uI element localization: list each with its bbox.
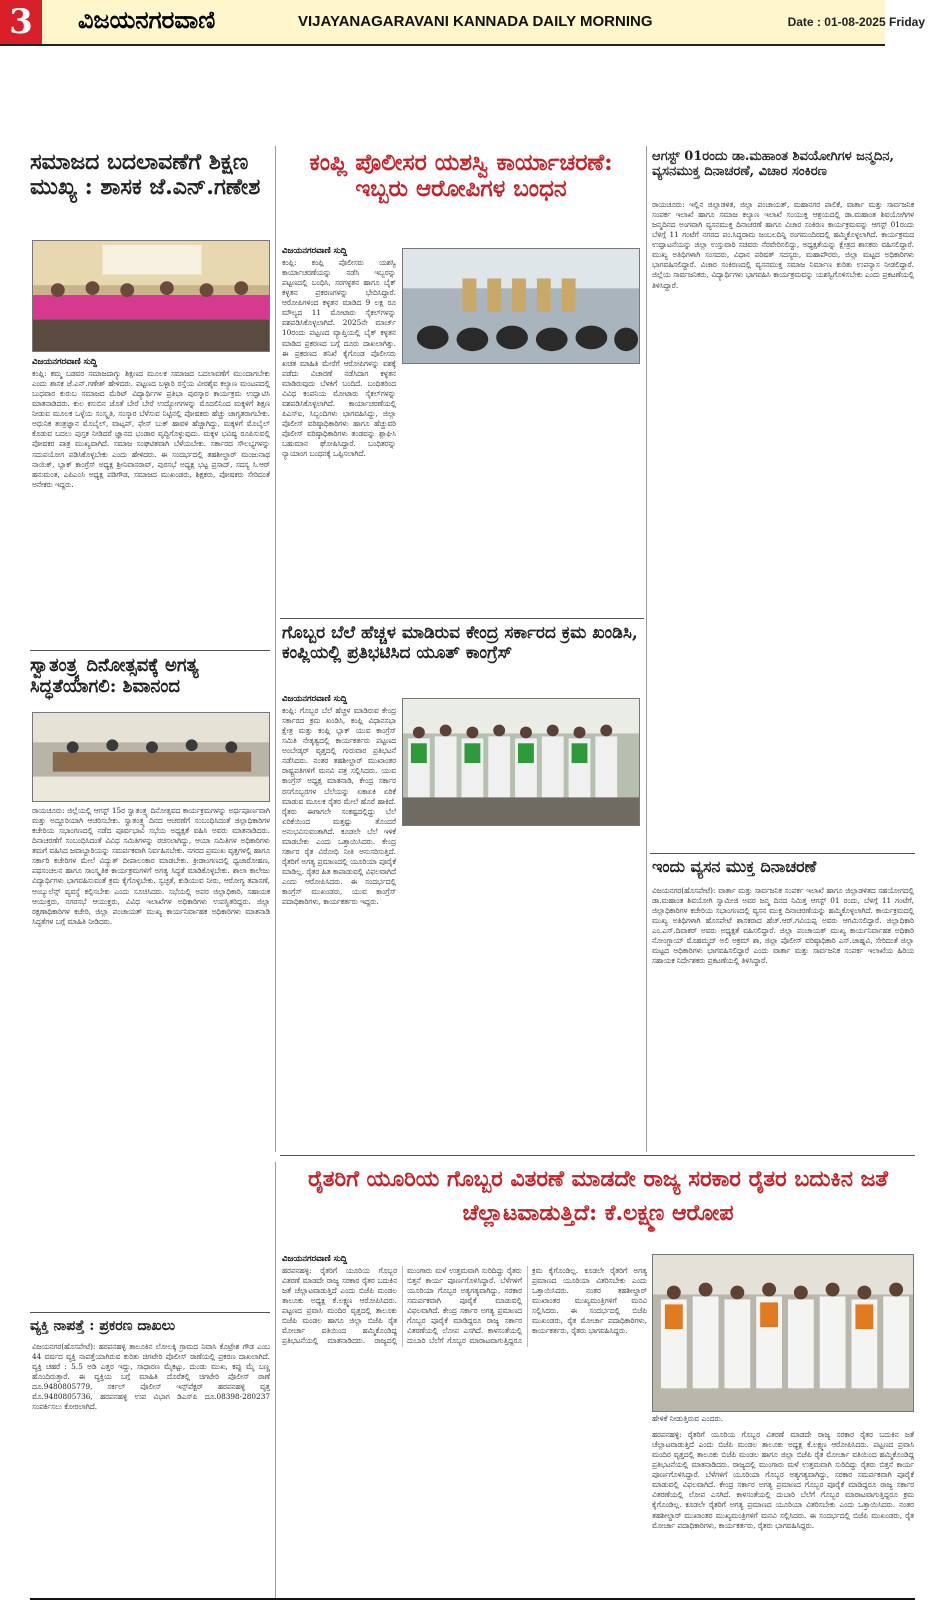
- deaddiction-article: [652, 886, 914, 1150]
- fertilizer-photo: [652, 1254, 914, 1412]
- police-byline: ವಿಜಯನಗರವಾಣಿ ಸುದ್ದಿ: [282, 246, 348, 256]
- birthday-headline-box: [652, 150, 914, 198]
- independence-article: [32, 806, 270, 1306]
- education-headline-box: [30, 150, 270, 242]
- section-rule: [280, 1155, 915, 1156]
- birthday-article: [652, 200, 914, 850]
- youth-congress-body: ಕಂಪ್ಲಿ: ಗೊಬ್ಬರ ಬೆಲೆ ಹೆಚ್ಚಳ ಮಾಡಿರುವ ಕೇಂದ್ರ ಸರ್ಕಾರದ ಕ್ರಮ ಖಂಡಿಸಿ, ಕಂಪ್ಲಿ ವಿಧಾನಸಭಾ ಕ್ಷೇತ್ರ ಮತ್ತು ಕಂಪ್ಲಿ ಬ್ಲಾಕ್ ಯುವ ಕಾಂಗ್ರೆಸ್ ಸಮಿತಿ ನೇತೃತ್ವದಲ್ಲಿ ಕಾರ್ಯಕರ್ತರು ಪಟ್ಟಣದ ಅಂಬೇಡ್ಕರ್ ವೃತ್ತದಲ್ಲಿ ಗುರುವಾರ ಪ್ರತಿಭಟನೆ ನಡೆಸಿದರು. ನಂತರ ತಹಶೀಲ್ದಾರ್ ಮುಖಾಂತರ ರಾಷ್ಟ್ರಪತಿಗಳಿಗೆ ಮನವಿ ಪತ್ರ ಸಲ್ಲಿಸಿದರು. ಯುವ ಕಾಂಗ್ರೆಸ್ ಅಧ್ಯಕ್ಷ ಮಾತನಾಡಿ, ಕೇಂದ್ರ ಸರ್ಕಾರ ರಸಗೊಬ್ಬರಗಳ ಬೆಲೆಯನ್ನು ಏಕಾಏಕಿ ಏರಿಕೆ ಮಾಡುವ ಮೂಲಕ ರೈತರ ಮೇಲೆ ಹೊರೆ ಹಾಕಿದೆ. ರೈತರು ಈಗಾಗಲೇ ಸಂಕಷ್ಟದಲ್ಲಿದ್ದು ಬೆಲೆ ಏರಿಕೆಯಿಂದ ಮತ್ತಷ್ಟು ತೊಂದರೆ ಅನುಭವಿಸುವಂತಾಗಿದೆ. ಕೂಡಲೇ ಬೆಲೆ ಇಳಿಕೆ ಮಾಡಬೇಕು ಎಂದು ಒತ್ತಾಯಿಸಿದರು. ಕೇಂದ್ರ ಸರ್ಕಾರ ರೈತ ವಿರೋಧಿ ನೀತಿ ಅನುಸರಿಸುತ್ತಿದೆ. ರೈತರಿಗೆ ಅಗತ್ಯ ಪ್ರಮಾಣದಲ್ಲಿ ಯೂರಿಯಾ ಪೂರೈಕೆ ಮಾಡಿಲ್ಲ. ರೈತರ ಹಿತ ಕಾಪಾಡುವಲ್ಲಿ ವಿಫಲವಾಗಿದೆ ಎಂದು ಆರೋಪಿಸಿದರು. ಈ ಸಂದರ್ಭದಲ್ಲಿ ಕಾಂಗ್ರೆಸ್ ಮುಖಂಡರು, ಯುವ ಕಾಂಗ್ರೆಸ್ ಪದಾಧಿಕಾರಿಗಳು, ಕಾರ್ಯಕರ್ತರು ಇದ್ದರು.: [282, 706, 396, 907]
- police-headline-box: [282, 150, 640, 242]
- education-headline: ಸಮಾಜದ ಬದಲಾವಣೆಗೆ ಶಿಕ್ಷಣ ಮುಖ್ಯ : ಶಾಸಕ ಜೆ.ಎನ್.ಗಣೇಶ: [30, 150, 261, 201]
- education-article: [32, 355, 270, 645]
- birthday-body: ರಾಯಚೂರು: ಇಲ್ಲಿನ ಜಿಲ್ಲಾಡಳಿತ, ಜಿಲ್ಲಾ ಪಂಚಾಯತ್, ಮಹಾನಗರ ಪಾಲಿಕೆ, ವಾರ್ತಾ ಮತ್ತು ಸಾರ್ವಜನಿಕ ಸಂಪರ್ಕ ಇಲಾಖೆ ಹಾಗೂ ಸಮಾಜ ಕಲ್ಯಾಣ ಇಲಾಖೆ ಸಂಯುಕ್ತ ಆಶ್ರಯದಲ್ಲಿ ಡಾ.ಮಹಾಂತ ಶಿವಯೋಗಿಗಳ ಜನ್ಮದಿನದ ಅಂಗವಾಗಿ ವ್ಯಸನಮುಕ್ತ ದಿನಾಚರಣೆ ಹಾಗೂ ವಿಚಾರ ಸಂಕಿರಣ ಕಾರ್ಯಕ್ರಮವನ್ನು ಆಗಸ್ಟ್ 01ರಂದು ಬೆಳಿಗ್ಗೆ 11 ಗಂಟೆಗೆ ನಗರದ ಪಂ.ಸಿದ್ಧರಾಮ ಜಂಬಲದಿನ್ನಿ ರಂಗಮಂದಿರದಲ್ಲಿ ಹಮ್ಮಿಕೊಳ್ಳಲಾಗಿದೆ. ಕಾರ್ಯಕ್ರಮದ ಉದ್ಘಾಟನೆಯನ್ನು ಜಿಲ್ಲಾ ಉಸ್ತುವಾರಿ ಸಚಿವರು ನೆರವೇರಿಸಲಿದ್ದು, ಅಧ್ಯಕ್ಷತೆಯನ್ನು ಕ್ಷೇತ್ರದ ಶಾಸಕರು ವಹಿಸಲಿದ್ದಾರೆ. ಮುಖ್ಯ ಅತಿಥಿಗಳಾಗಿ ಸಂಸದರು, ವಿಧಾನ ಪರಿಷತ್ ಸದಸ್ಯರು, ಮಹಾಪೌರರು, ಜಿಲ್ಲಾ ಮಟ್ಟದ ಅಧಿಕಾರಿಗಳು ಭಾಗವಹಿಸಲಿದ್ದಾರೆ. ವಿಚಾರ ಸಂಕಿರಣದಲ್ಲಿ ವ್ಯಸನಮುಕ್ತ ಸಮಾಜ ನಿರ್ಮಾಣ ಕುರಿತು ಉಪನ್ಯಾಸ ನೀಡಲಿದ್ದಾರೆ. ಜಿಲ್ಲೆಯ ಸಾರ್ವಜನಿಕರು, ವಿದ್ಯಾರ್ಥಿಗಳು ಭಾಗವಹಿಸಿ ಕಾರ್ಯಕ್ರಮವನ್ನು ಯಶಸ್ವಿಗೊಳಿಸಬೇಕು ಎಂದು ಪ್ರಕಟಣೆಯಲ್ಲಿ ತಿಳಿಸಿದ್ದಾರೆ.: [652, 200, 914, 290]
- deaddiction-headline-box: [652, 858, 914, 884]
- youth-congress-article: [282, 692, 640, 1150]
- publication-date: Date : 01-08-2025 Friday: [787, 15, 925, 29]
- youth-headline-box: [282, 624, 640, 688]
- deaddiction-body: ವಿಜಯನಗರ(ಹೊಸಪೇಟೆ): ವಾರ್ತಾ ಮತ್ತು ಸಾರ್ವಜನಿಕ ಸಂಪರ್ಕ ಇಲಾಖೆ ಹಾಗೂ ಜಿಲ್ಲಾಡಳಿತದ ಸಹಯೋಗದಲ್ಲಿ ಡಾ.ಮಹಾಂತ ಶಿವಯೋಗಿ ಸ್ವಾಮೀಜಿ ಅವರ ಜನ್ಮ ದಿನದ ನಿಮಿತ್ತ ಆಗಸ್ಟ್ 01 ರಂದು, ಬೆಳಿಗ್ಗೆ 11 ಗಂಟೆಗೆ, ಜಿಲ್ಲಾಧಿಕಾರಿಗಳ ಕಚೇರಿಯ ಸಭಾಂಗಣದಲ್ಲಿ ವ್ಯಸನ ಮುಕ್ತ ದಿನಾಚರಣೆಯನ್ನು ಹಮ್ಮಿಕೊಳ್ಳಲಾಗಿದೆ. ಕಾರ್ಯಕ್ರಮದಲ್ಲಿ ಮುಖ್ಯ ಅತಿಥಿಗಳಾಗಿ ಹೊಸಪೇಟೆ ಶಾಸಕರಾದ ಹೆಚ್.ಆರ್.ಗವಿಯಪ್ಪ ಅವರು ಆಗಮಿಸಲಿದ್ದಾರೆ. ಜಿಲ್ಲಾಧಿಕಾರಿ ಎಂ.ಎಸ್.ದಿವಾಕರ್ ಅವರು ಅಧ್ಯಕ್ಷತೆ ವಹಿಸಲಿದ್ದಾರೆ. ಜಿಲ್ಲಾ ಪಂಚಾಯತ್ ಮುಖ್ಯ ಕಾರ್ಯನಿರ್ವಾಹಕ ಅಧಿಕಾರಿ ನೋಂಗ್ಜಾಯ್ ಮೊಹಮ್ಮದ್ ಅಲಿ ಅಕ್ರಮ್ ಶಾ, ಜಿಲ್ಲಾ ಪೊಲೀಸ್ ವರಿಷ್ಠಾಧಿಕಾರಿ ಎಸ್.ಜಾಹ್ನವಿ, ಸೇರಿದಂತೆ ಜಿಲ್ಲಾ ಮಟ್ಟದ ಅಧಿಕಾರಿಗಳು ಭಾಗವಹಿಸಲಿದ್ದಾರೆ ಎಂದು ವಾರ್ತಾ ಮತ್ತು ಸಾರ್ವಜನಿಕ ಸಂಪರ್ಕ ಇಲಾಖೆಯ ಹಿರಿಯ ಸಹಾಯಕ ನಿರ್ದೇಶಕರು ಪ್ರಕಟಣೆಯಲ್ಲಿ ತಿಳಿಸಿದ್ದಾರೆ.: [652, 886, 914, 966]
- independence-photo: [32, 712, 270, 802]
- independence-headline: ಸ್ವಾತಂತ್ರ್ಯ ದಿನೋತ್ಸವಕ್ಕೆ ಅಗತ್ಯ ಸಿದ್ಧತೆಯಾಗಲಿ: ಶಿವಾನಂದ: [30, 656, 199, 697]
- fertilizer-photo-caption: ಹೇಳಿಕೆ ನೀಡುತ್ತಿರುವ ಎಂದರು.: [652, 1414, 724, 1423]
- rule-right-1: [650, 853, 915, 854]
- independence-body: ರಾಯಚೂರು: ಜಿಲ್ಲೆಯಲ್ಲಿ ಆಗಸ್ಟ್ 15ರ ಸ್ವಾತಂತ್ರ್ಯ ದಿನೋತ್ಸವದ ಕಾರ್ಯಕ್ರಮಗಳನ್ನು ಅರ್ಥಪೂರ್ಣವಾಗಿ ಮತ್ತು ಅದ್ದೂರಿಯಾಗಿ ಆಚರಿಸಬೇಕು. ಸ್ವಾತಂತ್ರ್ಯ ದಿನದ ಆಚರಣೆಗೆ ಸಂಬಂಧಿಸಿದಂತೆ ಜಿಲ್ಲಾಧಿಕಾರಿಗಳ ಕಚೇರಿಯ ಸಭಾಂಗಣದಲ್ಲಿ ನಡೆದ ಪೂರ್ವಭಾವಿ ಸಭೆಯ ಅಧ್ಯಕ್ಷತೆ ವಹಿಸಿ ಅವರು ಮಾತನಾಡಿದರು. ದಿನಾಚರಣೆಗೆ ಸಂಬಂಧಿಸಿದಂತೆ ವಿವಿಧ ಸಮಿತಿಗಳನ್ನು ರಚಿಸಲಾಗಿದ್ದು, ಆಯಾ ಸಮಿತಿಗಳ ಅಧಿಕಾರಿಗಳು ತಮಗೆ ವಹಿಸಿದ ಜವಾಬ್ದಾರಿಯನ್ನು ಸಮರ್ಪಕವಾಗಿ ನಿರ್ವಹಿಸಬೇಕು. ನಗರದ ಪ್ರಮುಖ ವೃತ್ತಗಳಲ್ಲಿ ಹಾಗೂ ಸರ್ಕಾರಿ ಕಚೇರಿಗಳ ಮೇಲೆ ವಿದ್ಯುತ್ ದೀಪಾಲಂಕಾರ ಮಾಡಬೇಕು. ಕ್ರೀಡಾಂಗಣದಲ್ಲಿ ಧ್ವಜಾರೋಹಣ, ಪಥಸಂಚಲನ ಹಾಗೂ ಸಾಂಸ್ಕೃತಿಕ ಕಾರ್ಯಕ್ರಮಗಳಿಗೆ ಅಗತ್ಯ ಸಿದ್ಧತೆ ಮಾಡಿಕೊಳ್ಳಬೇಕು. ಶಾಲಾ ಕಾಲೇಜು ವಿದ್ಯಾರ್ಥಿಗಳು ಭಾಗವಹಿಸುವಂತೆ ಕ್ರಮ ಕೈಗೊಳ್ಳಬೇಕು. ಸ್ವಚ್ಛತೆ, ಕುಡಿಯುವ ನೀರು, ಆರೋಗ್ಯ ತಪಾಸಣೆ, ಆಂಬ್ಯುಲೆನ್ಸ್ ವ್ಯವಸ್ಥೆ ಕಲ್ಪಿಸಬೇಕು ಎಂದು ಸೂಚಿಸಿದರು. ಸಭೆಯಲ್ಲಿ ಅಪರ ಜಿಲ್ಲಾಧಿಕಾರಿ, ಸಹಾಯಕ ಆಯುಕ್ತರು, ನಗರಸಭೆ ಆಯುಕ್ತರು, ವಿವಿಧ ಇಲಾಖೆಗಳ ಅಧಿಕಾರಿಗಳು ಉಪಸ್ಥಿತರಿದ್ದರು. ಜಿಲ್ಲಾ ರಕ್ಷಣಾಧಿಕಾರಿಗಳ ಕಚೇರಿ, ಜಿಲ್ಲಾ ಪಂಚಾಯತ್ ಮುಖ್ಯ ಕಾರ್ಯನಿರ್ವಾಹಕ ಅಧಿಕಾರಿಗಳು ಮಾತನಾಡಿ ಸಿದ್ಧತೆಗಳ ಬಗ್ಗೆ ಮಾಹಿತಿ ನೀಡಿದರು.: [32, 806, 270, 926]
- education-photo: [32, 240, 270, 352]
- fertilizer-headline-box: [282, 1162, 914, 1246]
- police-article: [282, 244, 640, 612]
- independence-headline-box: [30, 656, 270, 714]
- fertilizer-byline: ವಿಜಯನಗರವಾಣಿ ಸುದ್ದಿ: [282, 1254, 348, 1264]
- column-rule-2: [646, 146, 647, 1152]
- column-rule-4: [275, 1162, 276, 1598]
- education-byline: ವಿಜಯನಗರವಾಣಿ ಸುದ್ದಿ: [32, 357, 98, 367]
- rule-mid-1: [280, 618, 644, 619]
- missing-body: ವಿಜಯನಗರ(ಹೊಸಪೇಟೆ): ಹರಪನಹಳ್ಳಿ ತಾಲೂಕಿನ ಲೋಲಕ್ಕಿ ಗ್ರಾಮದ ನಿವಾಸಿ ಕೊಟ್ರೇಶ ಗೌಡ ಎಂಬ 44 ವರ್ಷದ ವ್ಯಕ್ತಿ ನಾಪತ್ತೆಯಾಗಿರುವ ಕುರಿತು ಚಿಗಟೇರಿ ಪೊಲೀಸ್ ಠಾಣೆಯಲ್ಲಿ ಪ್ರಕರಣ ದಾಖಲಾಗಿದೆ. ವ್ಯಕ್ತಿ ಚಹರೆ : 5.5 ಅಡಿ ಎತ್ತರ ಇದ್ದು, ಸಾಧಾರಣ ಮೈಕಟ್ಟು, ದುಂಡು ಮುಖ, ಕಪ್ಪು ಮೈ ಬಣ್ಣ ಹೊಂದಿರುತ್ತಾರೆ. ಈ ವ್ಯಕ್ತಿಯ ಬಗ್ಗೆ ಮಾಹಿತಿ ದೊರೆತಲ್ಲಿ ಚಿಗಟೇರಿ ಪೊಲೀಸ್ ಠಾಣೆ ದೂ.9480805779, ಸರ್ಕಲ್ ಪೊಲೀಸ್ ಇನ್ಸ್‌ಪೆಕ್ಟರ್ ಹರಪನಹಳ್ಳಿ ವೃತ್ತ ಮೊ.9480805736, ಹರಪನಹಳ್ಳಿ ಉಪ ವಿಭಾಗ ಡಿಎಸ್‌ಪಿ ದೂ.08398-280237 ಸಂಪರ್ಕಿಸಲು ಕೋರಲಾಗಿದೆ.: [32, 1342, 270, 1412]
- fertilizer-article: [282, 1252, 647, 1594]
- deaddiction-headline: ಇಂದು ವ್ಯಸನ ಮುಕ್ತ ದಿನಾಚರಣೆ: [652, 858, 817, 876]
- police-body: ಕಂಪ್ಲಿ: ಕಂಪ್ಲಿ ಪೊಲೀಸರು ಯಶಸ್ವಿ ಕಾರ್ಯಾಚರಣೆಯನ್ನು ನಡೆಸಿ ಇಬ್ಬರನ್ನು ಪಟ್ಟಣದಲ್ಲಿ ಬಂಧಿಸಿ, ಸರಗಳ್ಳತನ ಹಾಗೂ ಬೈಕ್ ಕಳ್ಳತನ ಪ್ರಕರಣಗಳನ್ನು ಭೇದಿಸಿದ್ದಾರೆ. ಆರೋಪಿಗಳಿಂದ ಕಳ್ಳತನ ಮಾಡಿದ 9 ಲಕ್ಷ ರೂ ಮೌಲ್ಯದ 11 ಮೋಟಾರು ಸೈಕಲ್‌ಗಳನ್ನು ವಶಪಡಿಸಿಕೊಳ್ಳಲಾಗಿದೆ. 2025ನೇ ಮಾರ್ಚ್ 10ರಂದು ಪಟ್ಟಣದ ವ್ಯಾಪ್ತಿಯಲ್ಲಿ ಬೈಕ್ ಕಳ್ಳತನ ಮಾಡಿದ ಪ್ರಕರಣದ ಬಗ್ಗೆ ದೂರು ದಾಖಲಾಗಿತ್ತು. ಈ ಪ್ರಕರಣದ ತನಿಖೆ ಕೈಗೊಂಡ ಪೊಲೀಸರು ಖಚಿತ ಮಾಹಿತಿ ಮೇರೆಗೆ ಆರೋಪಿಗಳನ್ನು ವಶಕ್ಕೆ ಪಡೆದು ವಿಚಾರಣೆ ನಡೆಸಿದಾಗ ಕಳ್ಳತನ ಮಾಡಿರುವುದು ಬೆಳಕಿಗೆ ಬಂದಿದೆ. ಬಂಧಿತರಿಂದ ವಿವಿಧ ಕಂಪನಿಯ ಮೋಟಾರು ಸೈಕಲ್‌ಗಳನ್ನು ವಶಪಡಿಸಿಕೊಳ್ಳಲಾಗಿದೆ. ಕಾರ್ಯಾಚರಣೆಯಲ್ಲಿ ಪಿಎಸ್‌ಐ, ಸಿಬ್ಬಂದಿಗಳು ಭಾಗವಹಿಸಿದ್ದು, ಜಿಲ್ಲಾ ಪೊಲೀಸ್ ವರಿಷ್ಠಾಧಿಕಾರಿಗಳು ಹಾಗೂ ಹೆಚ್ಚುವರಿ ಪೊಲೀಸ್ ವರಿಷ್ಠಾಧಿಕಾರಿಗಳು ತಂಡವನ್ನು ಶ್ಲಾಘಿಸಿ ಬಹುಮಾನ ಘೋಷಿಸಿದ್ದಾರೆ. ಬಂಧಿತರನ್ನು ನ್ಯಾಯಾಂಗ ಬಂಧನಕ್ಕೆ ಒಪ್ಪಿಸಲಾಗಿದೆ.: [282, 258, 396, 459]
- rule-left-1: [30, 650, 270, 651]
- education-body: ಕಂಪ್ಲಿ: ಕಮ್ಮ ಬಡವರ ಸಮಾಜದಾಗ್ಯು ಶಿಕ್ಷಣದ ಮೂಲಕ ಸಮಾಜದ ಬದಲಾವಣೆಗೆ ಮುಂದಾಗಬೇಕು ಎಂದು ಶಾಸಕ ಜೆ.ಎನ್.ಗಣೇಶ್ ಹೇಳಿದರು. ಪಟ್ಟಣದ ಬಳ್ಳಾರಿ ರಸ್ತೆಯ ವೀರಶೈವ ಕಲ್ಯಾಣ ಮಂಟಪದಲ್ಲಿ ಬುಧವಾರ ಕುರುಬ ಸಮಾಜದ ಮೆರಿಟ್ ವಿದ್ಯಾರ್ಥಿಗಳ ಪ್ರತಿಭಾ ಪುರಸ್ಕಾರ ಕಾರ್ಯಕ್ರಮ ಉದ್ಘಾಟಿಸಿ ಮಾತನಾಡಿದರು. ಕುಲ ಕಸುಬಿನ ಜೊತೆ ಬೇರೆ ಬೇರೆ ಉದ್ಯೋಗಗಳನ್ನು ಮೊದಲಿನಿಂದ ಮಕ್ಕಳಿಗೆ ಶಿಕ್ಷಣ ನೀಡುವ ಮೂಲಕ ಒಳ್ಳೆಯ ಸಂಸ್ಕೃತಿ, ಸಂಸ್ಕಾರ ಬೆಳೆಸುವ ನಿಟ್ಟಿನಲ್ಲಿ ಪೋಷಕರು ಹೆಚ್ಚು ಜಾಗೃತರಾಗಬೇಕು. ಅಧುನಿಕ ತಂತ್ರಜ್ಞಾನ ಮೊಬೈಲ್, ವಾಟ್ಸಪ್, ಫೇಸ್ ಬುಕ್ ಹಾವಳಿ ಹೆಚ್ಚಾಗಿದ್ದು, ಮಕ್ಕಳಿಗೆ ಮೊಬೈಲ್ ಕೊಡುವ ಬದಲು ಪುಸ್ತಕ ನೀಡಿದರೆ ಜ್ಞಾನದ ಭಂಡಾರ ವೃದ್ಧಿಗೊಳ್ಳುವುದು. ಮಕ್ಕಳ ಭವಿಷ್ಯ ರೂಪಿಸುವಲ್ಲಿ ಪೋಷಕರ ಪಾತ್ರ ಮುಖ್ಯವಾಗಿದೆ. ಸಮಾಜ ಸಂಘಟಿತವಾಗಿ ಬೆಳೆಯಬೇಕು. ಸರ್ಕಾರದ ಸೌಲಭ್ಯಗಳನ್ನು ಸದುಪಯೋಗ ಪಡಿಸಿಕೊಳ್ಳಬೇಕು ಎಂದು ಹೇಳಿದರು. ಈ ಸಂದರ್ಭದಲ್ಲಿ ತಹಶೀಲ್ದಾರ್ ಮಂಜುನಾಥ ನಾಯಿಕ್, ಬ್ಲಾಕ್ ಕಾಂಗ್ರೆಸ್ ಅಧ್ಯಕ್ಷ ಶ್ರೀನಿವಾಸರಾವ್, ಪುರಸಭೆ ಅಧ್ಯಕ್ಷ ಭಟ್ಟ ಪ್ರಸಾದ್, ಸದಸ್ಯ ಸಿ.ಆರ್ ಹನುಮಂತ, ಎಪಿಎಂಸಿ ಅಧ್ಯಕ್ಷ ಪಡಿಗೌಡ, ಸಮಾಜದ ಮುಖಂಡರು, ಶಿಕ್ಷಕರು, ಪೋಷಕರು ಸೇರಿದಂತೆ ಅನೇಕರು ಇದ್ದರು.: [32, 369, 270, 489]
- police-headline: ಕಂಪ್ಲಿ ಪೊಲೀಸರ ಯಶಸ್ವಿ ಕಾರ್ಯಾಚರಣೆ: ಇಬ್ಬರು ಆರೋಪಿಗಳ ಬಂಧನ: [309, 150, 613, 203]
- independence-photo-image: [33, 713, 269, 801]
- fertilizer-columns: [282, 1266, 647, 1347]
- missing-headline: ವ್ಯಕ್ತಿ ನಾಪತ್ತೆ : ಪ್ರಕರಣ ದಾಖಲು: [30, 1318, 176, 1334]
- paper-name-english: VIJAYANAGARAVANI KANNADA DAILY MORNING: [298, 13, 653, 30]
- youth-congress-byline: ವಿಜಯನಗರವಾಣಿ ಸುದ್ದಿ: [282, 694, 348, 704]
- birthday-headline: ಆಗಸ್ಟ್ 01ರಂದು ಡಾ.ಮಹಾಂತ ಶಿವಯೋಗಿಗಳ ಜನ್ಮದಿನ, ವ್ಯಸನಮುಕ್ತ ದಿನಾಚರಣೆ, ವಿಚಾರ ಸಂಕಿರಣ: [652, 150, 895, 179]
- missing-headline-box: [30, 1318, 270, 1342]
- page-number: 3: [0, 0, 42, 44]
- column-rule-1: [275, 146, 276, 1152]
- education-photo-image: [33, 241, 269, 351]
- page-bottom-rule: [30, 1598, 915, 1600]
- missing-article: [32, 1342, 270, 1594]
- fertilizer-body: ಹರಪನಹಳ್ಳಿ: ರೈತರಿಗೆ ಯೂರಿಯ ಗೊಬ್ಬರ ವಿತರಣೆ ಮಾಡದೇ ರಾಜ್ಯ ಸರಕಾರ ರೈತರ ಬದುಕಿನ ಜತೆ ಚೆಲ್ಲಾಟವಾಡುತ್ತಿದೆ ಎಂದು ಬಿಜೆಪಿ ಮಂಡಲ ತಾಲೂಕು ಅಧ್ಯಕ್ಷ ಕೆ.ಲಕ್ಷ್ಮಣ ಆರೋಪಿಸಿದರು. ಪಟ್ಟಣದ ಪ್ರವಾಸಿ ಮಂದಿರ ವೃತ್ತದಲ್ಲಿ ತಾಲೂಕು ಬಿಜೆಪಿ ಮಂಡಲ ಹಾಗೂ ಜಿಲ್ಲಾ ಬಿಜೆಪಿ ರೈತ ಮೋರ್ಚಾ ವತಿಯಿಂದ ಹಮ್ಮಿಕೊಂಡಿದ್ದ ಪ್ರತಿಭಟನೆಯಲ್ಲಿ ಮಾತನಾಡಿದರು. ರಾಜ್ಯದಲ್ಲಿ ಮುಂಗಾರು ಮಳೆ ಉತ್ತಮವಾಗಿ ಸುರಿದಿದ್ದು ರೈತರು ಬಿತ್ತನೆ ಕಾರ್ಯ ಪೂರ್ಣಗೊಳಿಸಿದ್ದಾರೆ. ಬೆಳೆಗಳಿಗೆ ಯೂರಿಯಾ ಗೊಬ್ಬರ ಅತ್ಯಗತ್ಯವಾಗಿದ್ದು, ಸರಕಾರ ಸಮರ್ಪಕವಾಗಿ ಪೂರೈಕೆ ಮಾಡುವಲ್ಲಿ ವಿಫಲವಾಗಿದೆ. ಕೇಂದ್ರ ಸರ್ಕಾರ ಅಗತ್ಯ ಪ್ರಮಾಣದ ಗೊಬ್ಬರ ಪೂರೈಕೆ ಮಾಡಿದ್ದರೂ ರಾಜ್ಯ ಸರ್ಕಾರ ವಿತರಣೆಯಲ್ಲಿ ಲೋಪ ಎಸಗಿದೆ. ಕಾಳಸಂತೆಯಲ್ಲಿ ದುಬಾರಿ ಬೆಲೆಗೆ ಗೊಬ್ಬರ ಮಾರಾಟವಾಗುತ್ತಿದ್ದರೂ ಕ್ರಮ ಕೈಗೊಂಡಿಲ್ಲ. ಕೂಡಲೇ ರೈತರಿಗೆ ಅಗತ್ಯ ಪ್ರಮಾಣದ ಯೂರಿಯಾ ವಿತರಿಸಬೇಕು ಎಂದು ಒತ್ತಾಯಿಸಿದರು. ನಂತರ ತಹಶೀಲ್ದಾರ್ ಮುಖಾಂತರ ಮುಖ್ಯಮಂತ್ರಿಗಳಿಗೆ ಮನವಿ ಸಲ್ಲಿಸಿದರು. ಈ ಸಂದರ್ಭದಲ್ಲಿ ಬಿಜೆಪಿ ಮುಖಂಡರು, ರೈತ ಮೋರ್ಚಾ ಪದಾಧಿಕಾರಿಗಳು, ಕಾರ್ಯಕರ್ತರು, ರೈತರು ಭಾಗವಹಿಸಿದ್ದರು.: [282, 1266, 647, 1346]
- paper-name-kannada: ವಿಜಯನಗರವಾಣಿ: [78, 6, 216, 34]
- fertilizer-body-continued: ಹರಪನಹಳ್ಳಿ: ರೈತರಿಗೆ ಯೂರಿಯ ಗೊಬ್ಬರ ವಿತರಣೆ ಮಾಡದೇ ರಾಜ್ಯ ಸರಕಾರ ರೈತರ ಬದುಕಿನ ಜತೆ ಚೆಲ್ಲಾಟವಾಡುತ್ತಿದೆ ಎಂದು ಬಿಜೆಪಿ ಮಂಡಲ ತಾಲೂಕು ಅಧ್ಯಕ್ಷ ಕೆ.ಲಕ್ಷ್ಮಣ ಆರೋಪಿಸಿದರು. ಪಟ್ಟಣದ ಪ್ರವಾಸಿ ಮಂದಿರ ವೃತ್ತದಲ್ಲಿ ತಾಲೂಕು ಬಿಜೆಪಿ ಮಂಡಲ ಹಾಗೂ ಜಿಲ್ಲಾ ಬಿಜೆಪಿ ರೈತ ಮೋರ್ಚಾ ವತಿಯಿಂದ ಹಮ್ಮಿಕೊಂಡಿದ್ದ ಪ್ರತಿಭಟನೆಯಲ್ಲಿ ಮಾತನಾಡಿದರು. ರಾಜ್ಯದಲ್ಲಿ ಮುಂಗಾರು ಮಳೆ ಉತ್ತಮವಾಗಿ ಸುರಿದಿದ್ದು ರೈತರು ಬಿತ್ತನೆ ಕಾರ್ಯ ಪೂರ್ಣಗೊಳಿಸಿದ್ದಾರೆ. ಬೆಳೆಗಳಿಗೆ ಯೂರಿಯಾ ಗೊಬ್ಬರ ಅತ್ಯಗತ್ಯವಾಗಿದ್ದು, ಸರಕಾರ ಸಮರ್ಪಕವಾಗಿ ಪೂರೈಕೆ ಮಾಡುವಲ್ಲಿ ವಿಫಲವಾಗಿದೆ. ಕೇಂದ್ರ ಸರ್ಕಾರ ಅಗತ್ಯ ಪ್ರಮಾಣದ ಗೊಬ್ಬರ ಪೂರೈಕೆ ಮಾಡಿದ್ದರೂ ರಾಜ್ಯ ಸರ್ಕಾರ ವಿತರಣೆಯಲ್ಲಿ ಲೋಪ ಎಸಗಿದೆ. ಕಾಳಸಂತೆಯಲ್ಲಿ ದುಬಾರಿ ಬೆಲೆಗೆ ಗೊಬ್ಬರ ಮಾರಾಟವಾಗುತ್ತಿದ್ದರೂ ಕ್ರಮ ಕೈಗೊಂಡಿಲ್ಲ. ಕೂಡಲೇ ರೈತರಿಗೆ ಅಗತ್ಯ ಪ್ರಮಾಣದ ಯೂರಿಯಾ ವಿತರಿಸಬೇಕು ಎಂದು ಒತ್ತಾಯಿಸಿದರು. ನಂತರ ತಹಶೀಲ್ದಾರ್ ಮುಖಾಂತರ ಮುಖ್ಯಮಂತ್ರಿಗಳಿಗೆ ಮನವಿ ಸಲ್ಲಿಸಿದರು. ಈ ಸಂದರ್ಭದಲ್ಲಿ ಬಿಜೆಪಿ ಮುಖಂಡರು, ರೈತ ಮೋರ್ಚಾ ಪದಾಧಿಕಾರಿಗಳು, ಕಾರ್ಯಕರ್ತರು, ರೈತರು ಭಾಗವಹಿಸಿದ್ದರು.: [652, 1430, 914, 1530]
- fertilizer-headline: ರೈತರಿಗೆ ಯೂರಿಯ ಗೊಬ್ಬರ ವಿತರಣೆ ಮಾಡದೇ ರಾಜ್ಯ ಸರಕಾರ ರೈತರ ಬದುಕಿನ ಜತೆ ಚೆಲ್ಲಾಟವಾಡುತ್ತಿದೆ: ಕೆ.ಲಕ್ಷ್ಮಣ ಆರೋಪ: [308, 1166, 888, 1227]
- masthead: [0, 0, 925, 46]
- fertilizer-article-cont: [652, 1430, 914, 1594]
- rule-left-2: [30, 1312, 270, 1313]
- youth-congress-headline: ಗೊಬ್ಬರ ಬೆಲೆ ಹೆಚ್ಚಳ ಮಾಡಿರುವ ಕೇಂದ್ರ ಸರ್ಕಾರದ ಕ್ರಮ ಖಂಡಿಸಿ, ಕಂಪ್ಲಿಯಲ್ಲಿ ಪ್ರತಿಭಟಿಸಿದ ಯೂತ್ ಕಾಂಗ್ರೆಸ್: [282, 624, 638, 663]
- fertilizer-caption-box: [652, 1414, 914, 1428]
- fertilizer-photo-image: [653, 1255, 913, 1411]
